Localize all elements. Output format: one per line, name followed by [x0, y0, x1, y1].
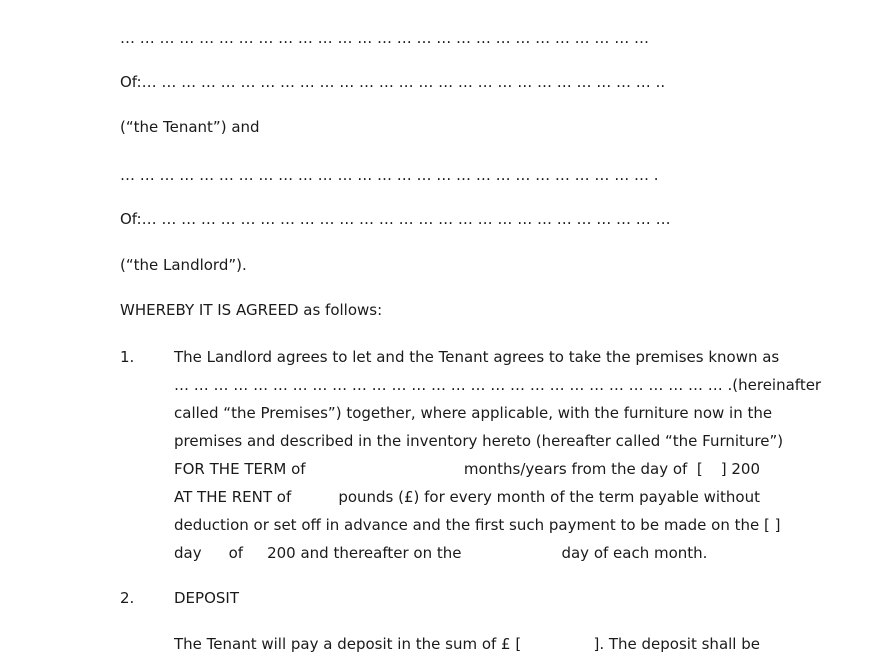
clause-1-line-1 [174, 343, 780, 371]
landlord-label: (“the Landlord”). [120, 256, 247, 274]
deposit-shall-text: ]. The deposit shall be [593, 635, 760, 653]
tenant-label: (“the Tenant”) and [120, 118, 260, 136]
clause-1-line-8 [174, 539, 760, 567]
premises-blank: … … … … … … … … … … … … … … … … … … … … … … … … … … … … . [174, 376, 733, 394]
landlord-name-line: … … … … … … … … … … … … … … … … … … … … … … … … … … … . [120, 166, 659, 184]
clause-1-text [174, 343, 822, 567]
clause-1-line-3 [174, 399, 773, 427]
day-word: day [174, 544, 202, 562]
clause-2-number: 2. [120, 589, 135, 607]
of-word: of [228, 544, 244, 562]
clause-2-text [174, 630, 760, 658]
clause-1-line-5 [174, 455, 760, 483]
clause-1-line-2 [174, 371, 822, 399]
rent-label: AT THE RENT of [174, 488, 292, 506]
clause-1-line-7-text: deduction or set off in advance and the first such payment to be made on the [ ] [174, 516, 781, 534]
agreement-intro: WHEREBY IT IS AGREED as follows: [120, 301, 383, 319]
clause-1-line-6 [174, 483, 760, 511]
clause-1-line-4 [174, 427, 784, 455]
year-thereafter-text: 200 and thereafter on the [267, 544, 462, 562]
clause-1-line-1-text: The Landlord agrees to let and the Tenant agrees to take the premises known as [174, 348, 780, 366]
rent-text: pounds (£) for every month of the term payable without [338, 488, 760, 506]
term-year-text: ] 200 [720, 460, 760, 478]
tenant-name-line: … … … … … … … … … … … … … … … … … … … … … … … … … … … [120, 29, 649, 47]
landlord-address-line: Of:… … … … … … … … … … … … … … … … … … … … … … … … … … … [120, 210, 671, 228]
clause-1-number: 1. [120, 348, 135, 366]
day-of-month-text: day of each month. [561, 544, 708, 562]
deposit-text: The Tenant will pay a deposit in the sum of £ [ [174, 635, 522, 653]
clause-2-title: DEPOSIT [174, 589, 239, 607]
term-months-text: months/years from the day of [ [463, 460, 703, 478]
clause-1-line-4-text: premises and described in the inventory hereto (hereafter called “the Furniture”) [174, 432, 784, 450]
clause-1-line-3-text: called “the Premises”) together, where applicable, with the furniture now in the [174, 404, 773, 422]
clause-1-line-7 [174, 511, 781, 539]
clause-2-line-1 [174, 630, 760, 658]
term-label: FOR THE TERM of [174, 460, 306, 478]
tenant-address-line: Of:… … … … … … … … … … … … … … … … … … … … … … … … … … .. [120, 73, 666, 91]
hereinafter-text: (hereinafter [732, 376, 822, 394]
